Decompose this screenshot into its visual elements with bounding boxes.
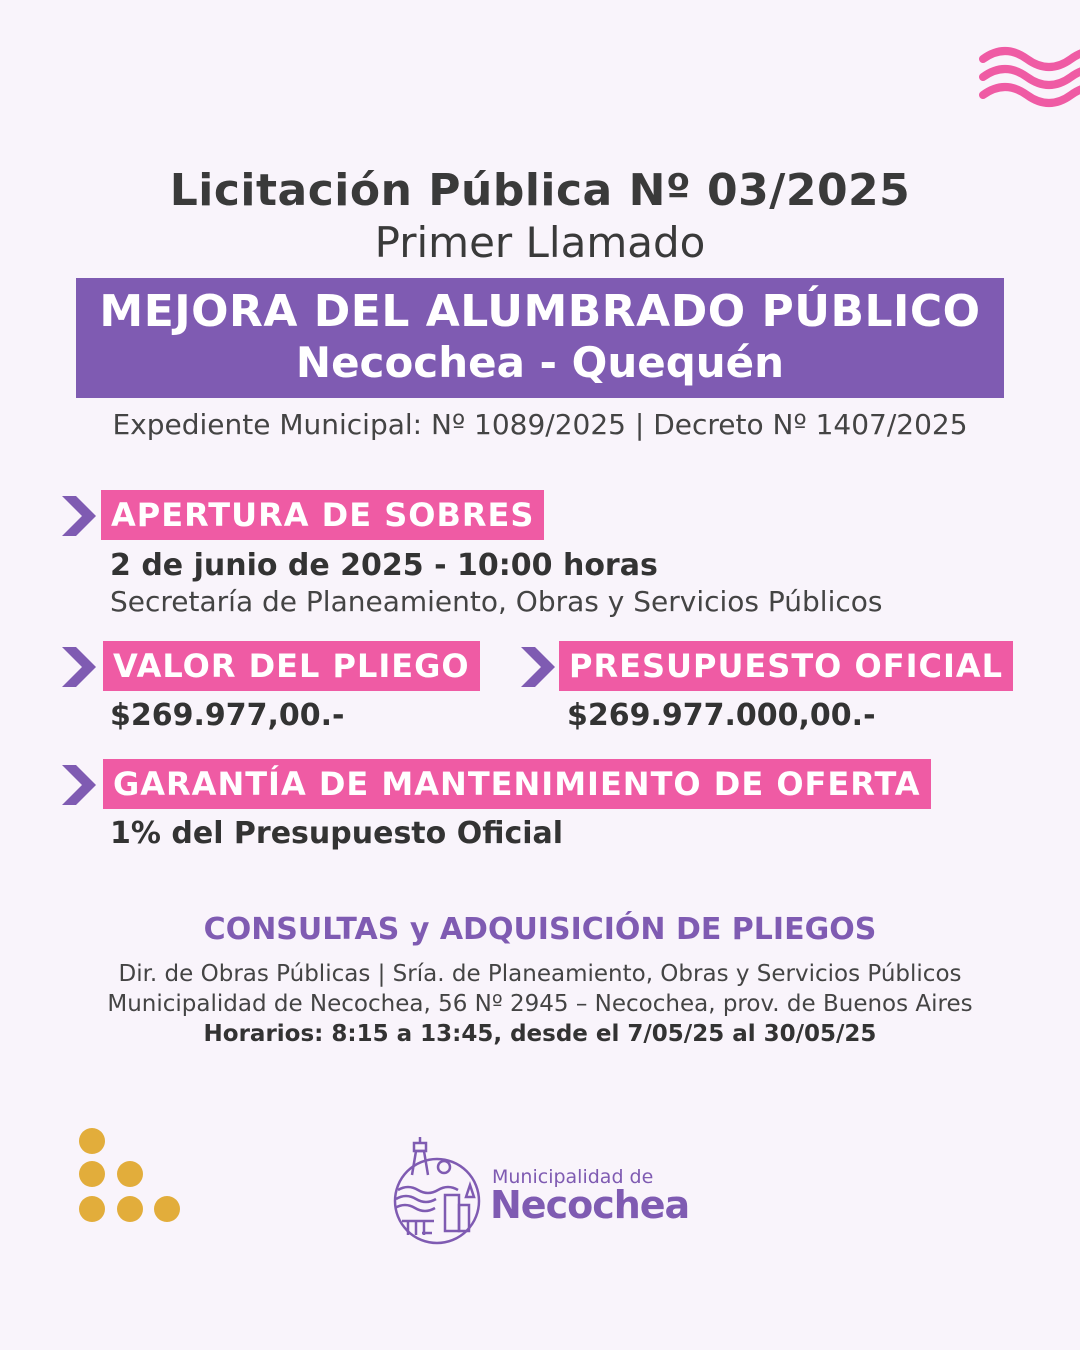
- garantia-value: 1% del Presupuesto Oficial: [110, 816, 564, 851]
- decorative-dot: [79, 1196, 105, 1222]
- project-banner: [76, 278, 1004, 398]
- apertura-date: 2 de junio de 2025 - 10:00 horas: [110, 548, 658, 583]
- chevron-right-icon: [521, 647, 555, 687]
- lighthouse-emblem-icon: [390, 1135, 485, 1245]
- logo-municipalidad-text: Municipalidad de: [492, 1166, 654, 1188]
- decorative-dot: [79, 1161, 105, 1187]
- chevron-right-icon: [62, 647, 96, 687]
- banner-location: Necochea - Quequén: [295, 338, 785, 387]
- page-subtitle: Primer Llamado: [374, 218, 706, 267]
- valor-value: $269.977,00.-: [110, 698, 345, 733]
- decorative-dot: [154, 1196, 180, 1222]
- consultas-horarios: Horarios: 8:15 a 13:45, desde el 7/05/25 al 30/05/25: [203, 1021, 877, 1047]
- garantia-label: GARANTÍA DE MANTENIMIENTO DE OFERTA: [103, 759, 931, 809]
- apertura-place: Secretaría de Planeamiento, Obras y Servicios Públicos: [110, 585, 883, 618]
- apertura-label: APERTURA DE SOBRES: [101, 490, 544, 540]
- logo-necochea-text: Necochea: [490, 1183, 690, 1227]
- decorative-dot: [117, 1161, 143, 1187]
- chevron-right-icon: [62, 765, 96, 805]
- page-title: Licitación Pública Nº 03/2025: [169, 165, 911, 216]
- banner-title: MEJORA DEL ALUMBRADO PÚBLICO: [99, 286, 981, 337]
- consultas-address: Municipalidad de Necochea, 56 Nº 2945 – Necochea, prov. de Buenos Aires: [107, 991, 973, 1017]
- consultas-line: Dir. de Obras Públicas | Sría. de Planeamiento, Obras y Servicios Públicos: [118, 961, 962, 987]
- presupuesto-label: PRESUPUESTO OFICIAL: [559, 641, 1013, 691]
- wave-decoration-icon: [975, 45, 1080, 115]
- decorative-dot: [79, 1128, 105, 1154]
- decorative-dot: [117, 1196, 143, 1222]
- consultas-title: CONSULTAS y ADQUISICIÓN DE PLIEGOS: [203, 912, 877, 947]
- valor-label: VALOR DEL PLIEGO: [103, 641, 480, 691]
- chevron-right-icon: [62, 496, 96, 536]
- expediente-text: Expediente Municipal: Nº 1089/2025 | Decreto Nº 1407/2025: [112, 408, 968, 441]
- presupuesto-value: $269.977.000,00.-: [567, 698, 876, 733]
